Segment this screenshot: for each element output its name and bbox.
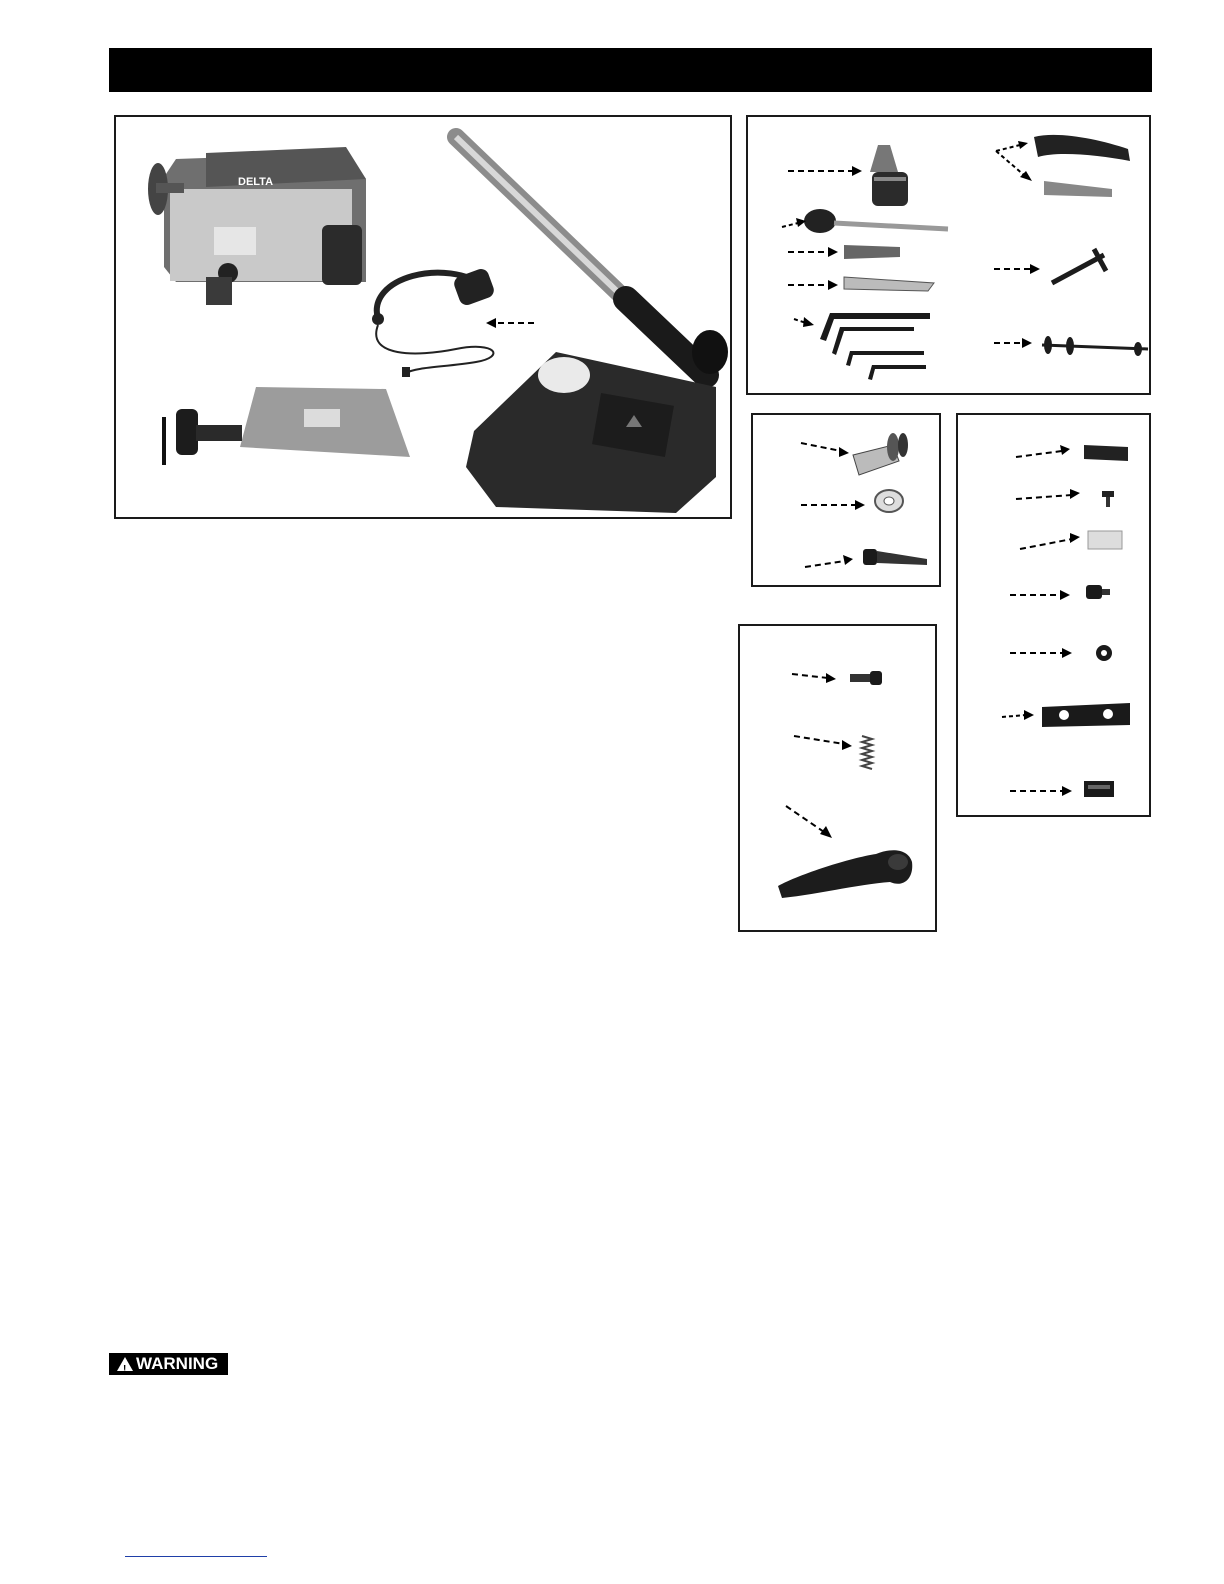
spring-image [862, 736, 872, 769]
pinion-hardware-figure [753, 415, 939, 585]
work-light-arrow [486, 318, 534, 328]
arbor-image [844, 245, 900, 259]
main-components-panel [114, 115, 732, 519]
label-plate-image [1088, 531, 1122, 549]
arrow-pinion-shaft [801, 443, 849, 457]
base-image [466, 352, 716, 513]
arrow-mounting-bracket [1002, 710, 1034, 720]
arrow-arbor [788, 247, 838, 257]
clip-image [1084, 445, 1128, 461]
chuck-key-image [1052, 249, 1106, 283]
drill-head-image [148, 147, 366, 305]
hex-wrenches-image [820, 313, 930, 380]
arrow-clamp-block [1010, 786, 1072, 796]
arrow-label-plate [1020, 533, 1080, 549]
arrow-depth-rod [994, 338, 1032, 348]
arrow-shoulder-screw [792, 673, 836, 683]
drift-key-image [844, 277, 934, 291]
accessories-figure [748, 117, 1149, 393]
section-header-bar [109, 48, 1152, 92]
arrow-handle [786, 806, 832, 838]
arrow-hex-bolt [1010, 590, 1070, 600]
work-light-image [372, 267, 496, 377]
knob-image [1044, 181, 1112, 197]
work-table-image [164, 387, 410, 465]
drill-chuck-image [870, 145, 908, 206]
handle-lever-image [1034, 135, 1130, 161]
arrow-handle-lever-knob [996, 141, 1032, 181]
handle-hardware-panel [738, 624, 937, 932]
arrow-nut [1010, 648, 1072, 658]
column-tube-image [456, 137, 728, 375]
arrow-washer [801, 500, 865, 510]
footer-link-underline[interactable] [125, 1556, 267, 1557]
arrow-small-screw [1016, 489, 1080, 499]
arrow-chuck-key [994, 264, 1040, 274]
pinion-shaft-image [853, 433, 908, 475]
arrow-clip [1016, 445, 1070, 457]
bracket-hardware-figure [958, 415, 1149, 815]
arrow-hex-wrenches [794, 317, 814, 327]
depth-rod-image [1042, 336, 1148, 356]
warning-label: WARNING [136, 1354, 219, 1373]
brand-label: DELTA [238, 176, 274, 188]
arrow-feed-handle [782, 218, 806, 227]
arrow-drift-key [788, 280, 838, 290]
arrow-drill-chuck [788, 166, 862, 176]
shoulder-screw-image [850, 671, 882, 685]
small-screw-image [1102, 491, 1114, 507]
bracket-hardware-panel [956, 413, 1151, 817]
arrow-spring [794, 736, 852, 750]
screw-image [863, 549, 927, 565]
nut-image [1096, 645, 1112, 661]
feed-handle-image [804, 209, 948, 233]
main-components-figure [116, 117, 730, 517]
arrow-screw [805, 555, 853, 567]
handle-hardware-figure [740, 626, 935, 930]
warning-badge [109, 1353, 228, 1375]
pinion-hardware-panel [751, 413, 941, 587]
handle-image [778, 850, 912, 898]
accessories-panel [746, 115, 1151, 395]
warning-triangle-icon [117, 1357, 133, 1371]
hex-bolt-image [1086, 585, 1110, 599]
clamp-block-image [1084, 781, 1114, 797]
mounting-bracket-image [1042, 703, 1130, 727]
washer-image [875, 490, 903, 512]
